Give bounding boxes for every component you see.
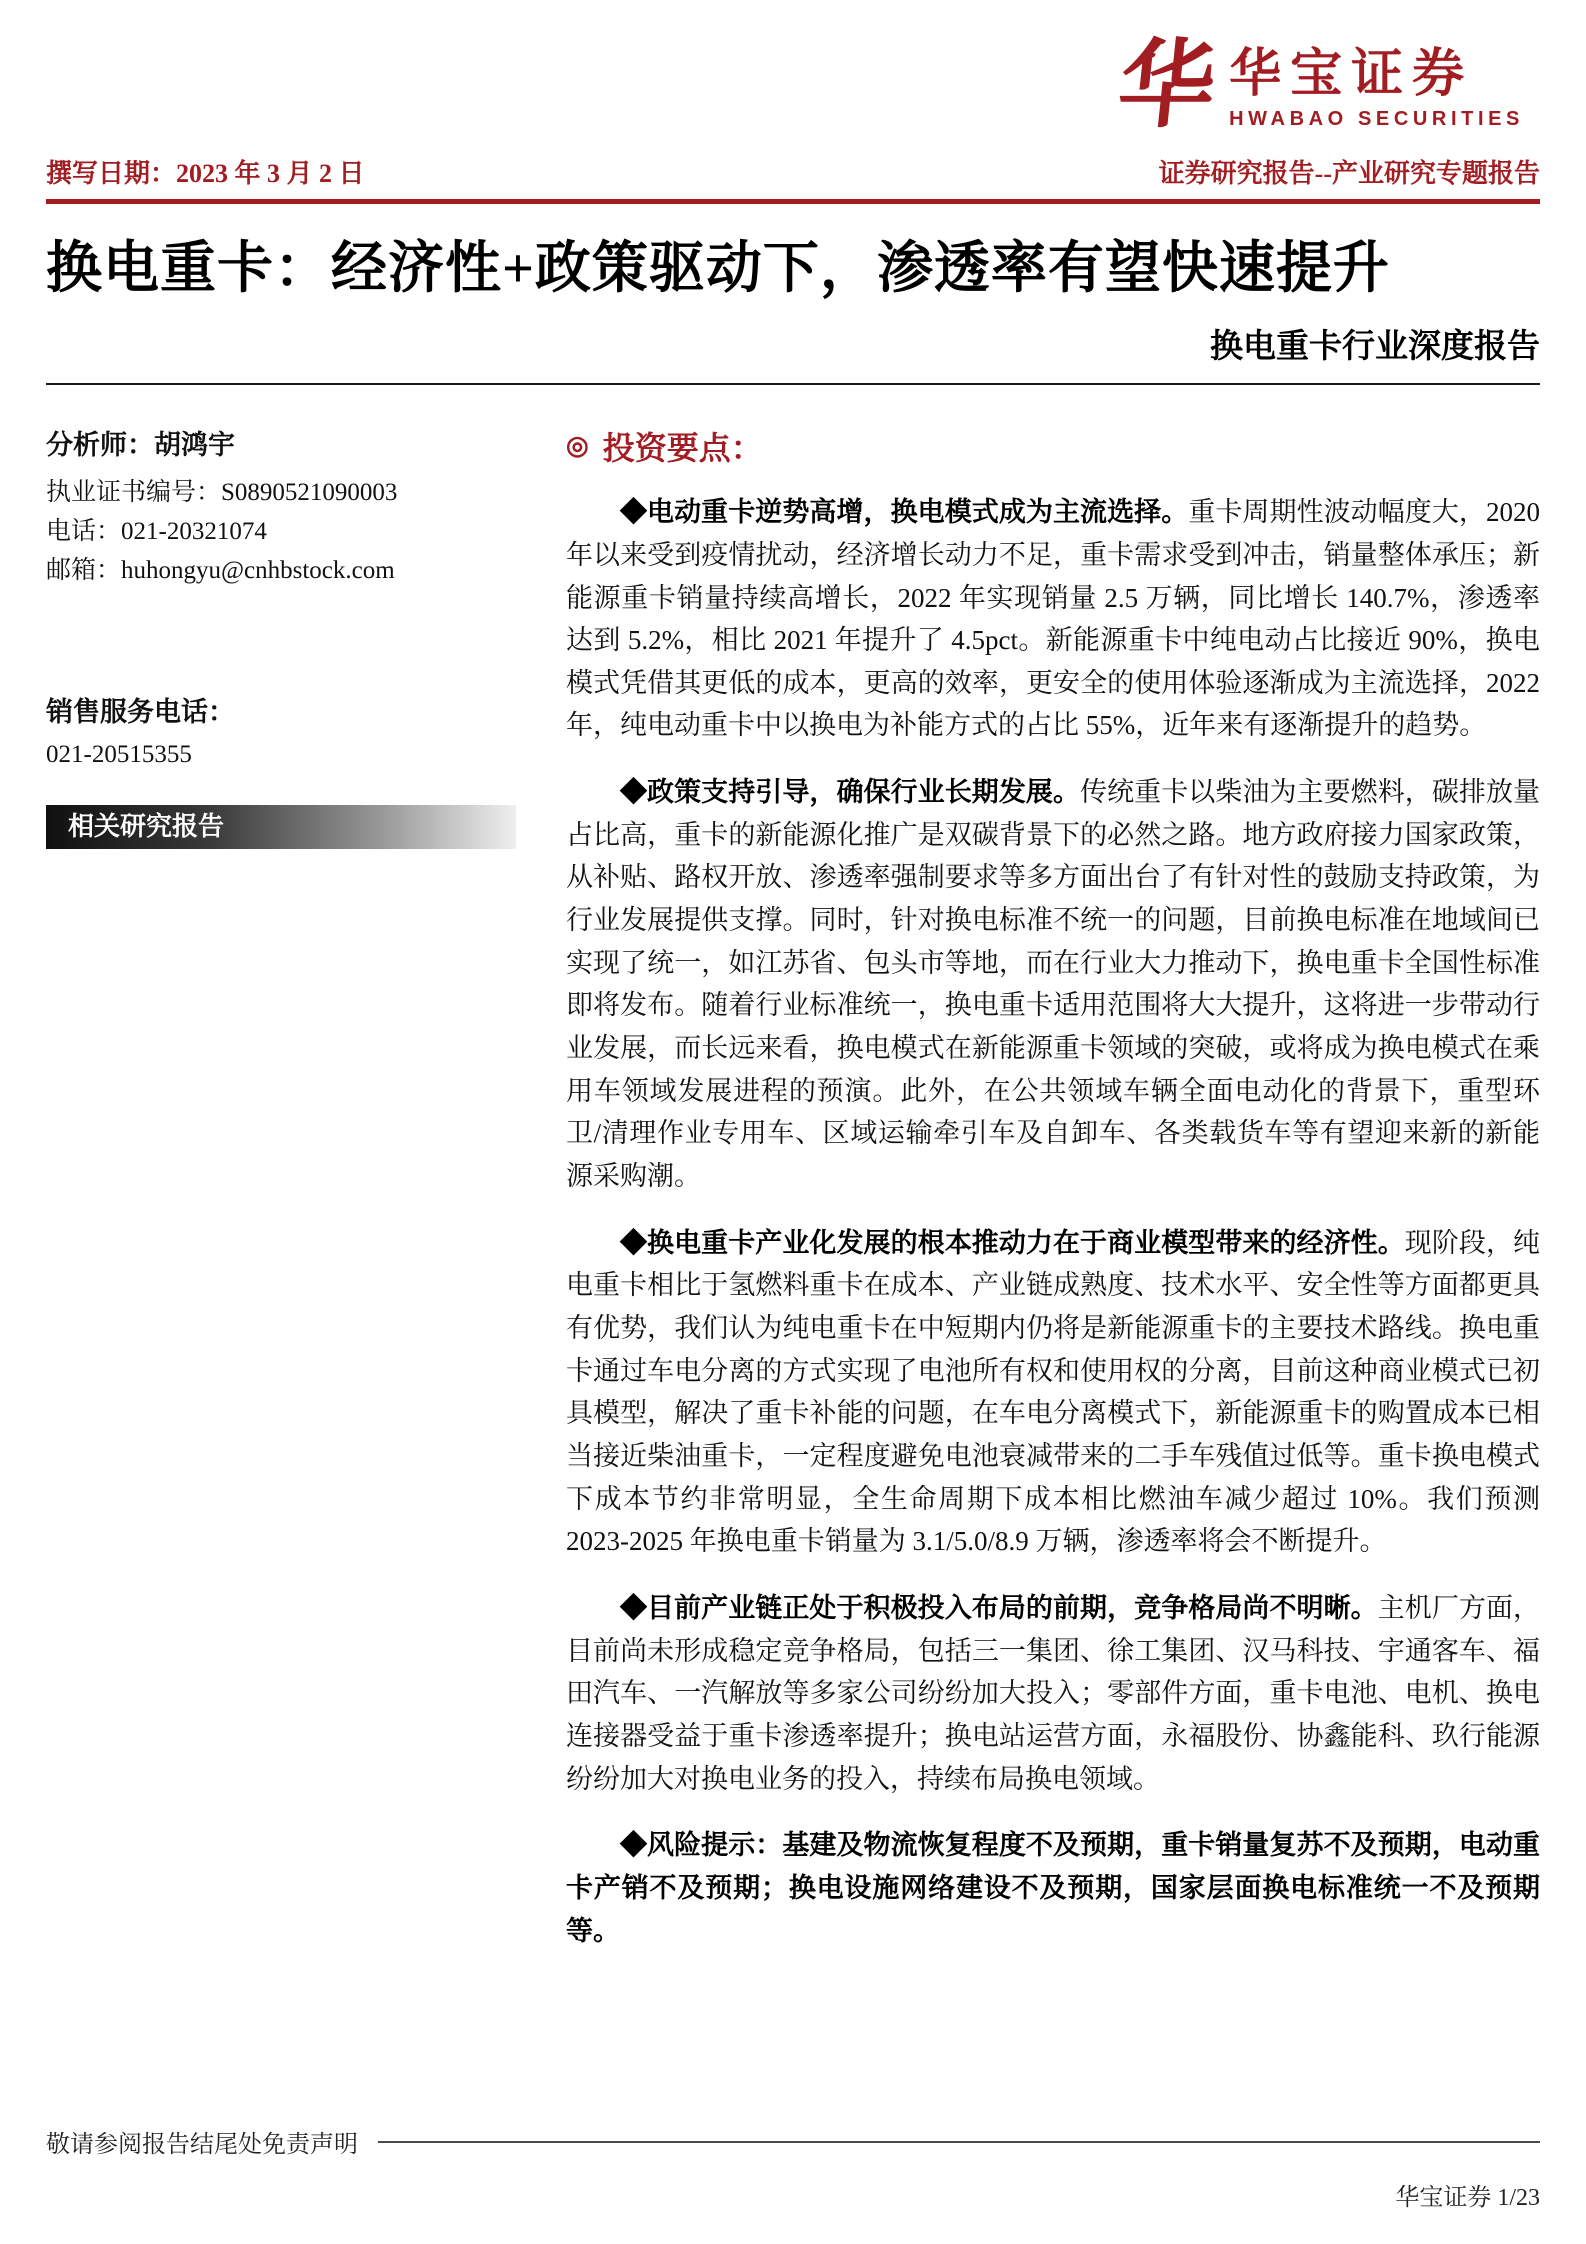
paragraph-lead: ◆电动重卡逆势高增，换电模式成为主流选择。	[620, 497, 1189, 528]
paragraph-body: 重卡周期性波动幅度大，2020 年以来受到疫情扰动，经济增长动力不足，重卡需求受到冲击，销量整体承压；新能源重卡销量持续高增长，2022 年实现销量 2.5 万辆，同比增长 140.7%，渗透率达到 5.2%，相比 2021 年提升了 4.5pct。新能源重卡中纯电动占比接近 90%，换电模式凭借其更低的成本，更高的效率，更安全的使用体验逐渐成为主流选择，2022 年，纯电动重卡中以换电为补能方式的占比 55%，近年来有逐渐提升的趋势。	[566, 497, 1540, 741]
sales-phone-number: 021-20515355	[46, 741, 192, 769]
analyst-phone: 电话：021-20321074	[46, 517, 267, 545]
paragraph-body: 现阶段，纯电重卡相比于氢燃料重卡在成本、产业链成熟度、技术水平、安全性等方面都更具有优势，我们认为纯电重卡在中短期内仍将是新能源重卡的主要技术路线。换电重卡通过车电分离的方式实现了电池所有权和使用权的分离，目前这种商业模式已初具模型，解决了重卡补能的问题，在车电分离模式下，新能源重卡的购置成本已相当接近柴油重卡，一定程度避免电池衰减带来的二手车残值过低等。重卡换电模式下成本节约非常明显，全生命周期下成本相比燃油车减少超过 10%。我们预测 2023-2025 年换电重卡销量为 3.1/5.0/8.9 万辆，渗透率将会不断提升。	[566, 1227, 1541, 1557]
analyst-name: 分析师：胡鸿宇	[46, 430, 235, 461]
report-subtitle: 换电重卡行业深度报告	[1210, 329, 1540, 366]
header-logo-row	[46, 32, 1540, 139]
analyst-cert: 执业证书编号：S0890521090003	[46, 479, 398, 507]
paragraph-lead: ◆目前产业链正处于积极投入布局的前期，竞争格局尚不明晰。	[620, 1592, 1378, 1623]
report-body	[566, 423, 1540, 1976]
brand-name: 华宝证券	[1229, 46, 1474, 103]
content-columns	[46, 423, 1540, 1976]
section-title: 投资要点：	[602, 430, 763, 467]
sales-phone-label: 销售服务电话：	[46, 697, 235, 728]
report-type: 证券研究报告--产业研究专题报告	[1158, 159, 1540, 189]
footer-rule-row	[46, 2124, 1540, 2159]
paragraph-lead: ◆换电重卡产业化发展的根本推动力在于商业模型带来的经济性。	[620, 1227, 1405, 1258]
analyst-sidebar	[46, 423, 516, 1976]
paragraph-lead: ◆政策支持引导，确保行业长期发展。	[620, 777, 1081, 808]
hwabao-logo	[1113, 32, 1524, 139]
footer-divider	[378, 2141, 1540, 2143]
report-meta-row	[46, 153, 1540, 190]
hwabao-logo-icon: 华	[1113, 32, 1221, 139]
risk-paragraph	[566, 1824, 1540, 1952]
page-footer	[46, 2124, 1540, 2212]
header-rule	[46, 199, 1540, 204]
footer-page-number: 华宝证券 1/23	[1395, 2185, 1540, 2211]
key-point-paragraph	[566, 491, 1540, 747]
paragraph-lead: ◆风险提示：基建及物流恢复程度不及预期，重卡销量复苏不及预期，电动重卡产销不及预期；换电设施网络建设不及预期，国家层面换电标准统一不及预期等。	[566, 1830, 1540, 1946]
section-bullet-icon: ◎	[566, 431, 589, 461]
brand-subname: HWABAO SECURITIES	[1229, 107, 1524, 130]
paragraph-body: 主机厂方面，目前尚未形成稳定竞争格局，包括三一集团、徐工集团、汉马科技、宇通客车、福田汽车、一汽解放等多家公司纷纷加大投入；零部件方面，重卡电池、电机、换电连接器受益于重卡渗透率提升；换电站运营方面，永福股份、协鑫能科、玖行能源纷纷加大对换电业务的投入，持续布局换电领域。	[566, 1592, 1541, 1794]
report-title: 换电重卡：经济性+政策驱动下，渗透率有望快速提升	[46, 238, 1390, 301]
footer-disclaimer: 敬请参阅报告结尾处免责声明	[46, 2132, 358, 2158]
key-point-paragraph	[566, 1587, 1540, 1800]
key-point-paragraph	[566, 1222, 1540, 1563]
section-heading	[566, 423, 1540, 469]
title-divider	[46, 383, 1540, 385]
related-reports-bar: 相关研究报告	[46, 805, 516, 849]
report-date: 撰写日期：2023 年 3 月 2 日	[46, 159, 365, 189]
logo-text-block	[1229, 40, 1524, 131]
paragraph-body: 传统重卡以柴油为主要燃料，碳排放量占比高，重卡的新能源化推广是双碳背景下的必然之路。地方政府接力国家政策，从补贴、路权开放、渗透率强制要求等多方面出台了有针对性的鼓励支持政策，为行业发展提供支撑。同时，针对换电标准不统一的问题，目前换电标准在地域间已实现了统一，如江苏省、包头市等地，而在行业大力推动下，换电重卡全国性标准即将发布。随着行业标准统一，换电重卡适用范围将大大提升，这将进一步带动行业发展，而长远来看，换电模式在新能源重卡领域的突破，或将成为换电模式在乘用车领域发展进程的预演。此外，在公共领域车辆全面电动化的背景下，重型环卫/清理作业专用车、区域运输牵引车及自卸车、各类载货车等有望迎来新的新能源采购潮。	[566, 777, 1541, 1192]
key-point-paragraph	[566, 771, 1540, 1198]
analyst-email: 邮箱：huhongyu@cnhbstock.com	[46, 556, 395, 584]
